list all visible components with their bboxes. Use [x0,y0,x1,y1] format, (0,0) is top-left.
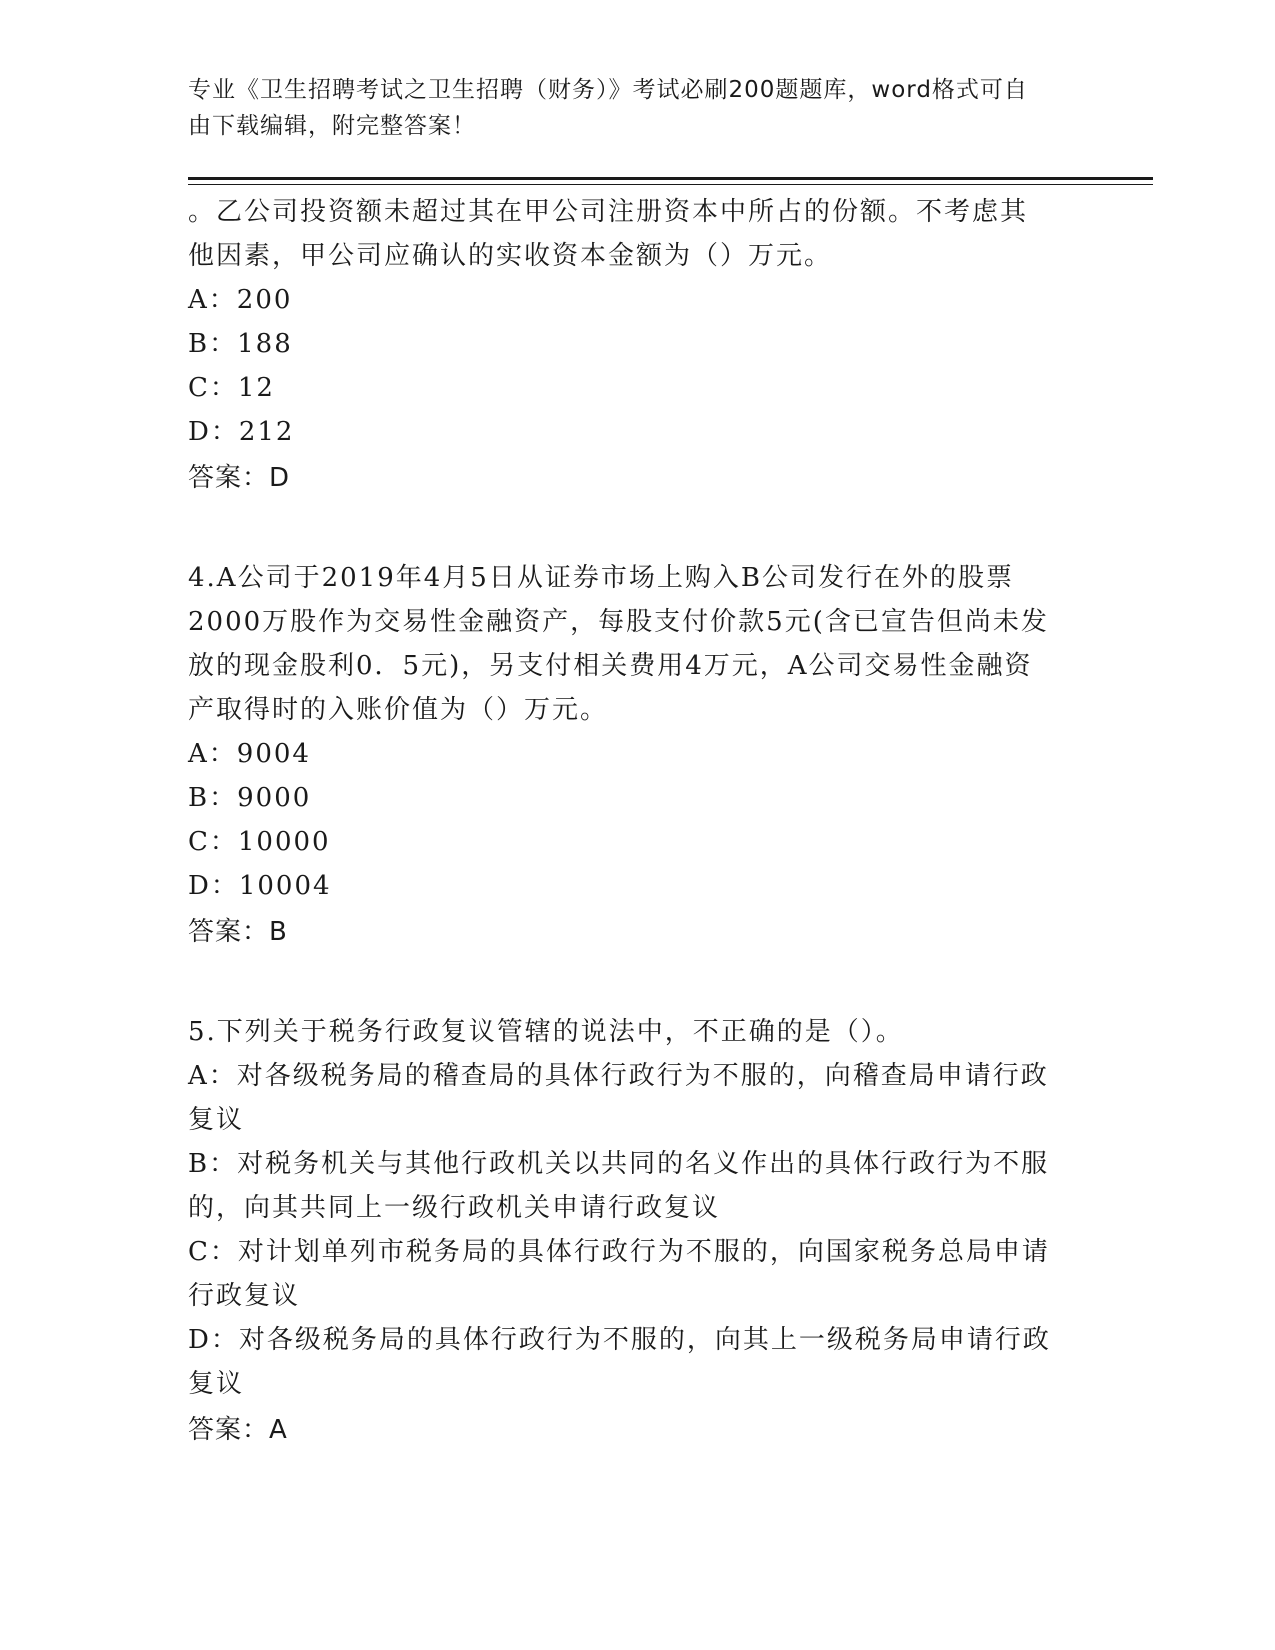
option-b: B：188 [188,329,293,359]
option-a-line-2: 复议 [188,1105,245,1135]
question-4 [188,556,1088,956]
header-rule-thin [188,184,1153,185]
option-a: A：200 [188,285,293,315]
answer-line: 答案：B [188,917,288,947]
option-c-line-1: C：对计划单列市税务局的具体行政行为不服的，向国家税务总局申请 [188,1237,1050,1267]
option-c-line-2: 行政复议 [188,1281,301,1311]
question-stem-line: 4.A公司于2019年4月5日从证券市场上购入B公司发行在外的股票 [188,563,1014,593]
answer-line: 答案：A [188,1415,288,1445]
question-stem-line: 2000万股作为交易性金融资产，每股支付价款5元(含已宣告但尚未发 [188,607,1049,637]
option-d: D：212 [188,417,295,447]
option-b-line-2: 的，向其共同上一级行政机关申请行政复议 [188,1193,721,1223]
answer-line: 答案：D [188,463,291,493]
spacer [188,956,1088,1010]
question-3 [188,190,1088,502]
header-rule-thick [188,177,1153,180]
question-stem-line: 产取得时的入账价值为（）万元。 [188,695,609,725]
option-a-line-1: A：对各级税务局的稽查局的具体行政行为不服的，向稽查局申请行政 [188,1061,1049,1091]
question-5 [188,1010,1088,1454]
question-stem-line: 5.下列关于税务行政复议管辖的说法中，不正确的是（）。 [188,1017,904,1047]
option-c: C：10000 [188,827,331,857]
option-d-line-2: 复议 [188,1369,245,1399]
option-b-line-1: B：对税务机关与其他行政机关以共同的名义作出的具体行政行为不服 [188,1149,1050,1179]
question-stem-line: 放的现金股利0．5元)，另支付相关费用4万元，A公司交易性金融资 [188,651,1033,681]
question-stem-line: 。乙公司投资额未超过其在甲公司注册资本中所占的份额。不考虑其 [188,197,1029,227]
option-a: A：9004 [188,739,311,769]
document-header [188,72,1088,144]
question-content [188,190,1088,1454]
header-line-2: 由下载编辑，附完整答案！ [188,113,476,139]
header-line-1: 专业《卫生招聘考试之卫生招聘（财务）》考试必刷200题题库，word格式可自 [188,77,1028,103]
spacer [188,502,1088,556]
question-stem-line: 他因素，甲公司应确认的实收资本金额为（）万元。 [188,241,833,271]
option-d-line-1: D：对各级税务局的具体行政行为不服的，向其上一级税务局申请行政 [188,1325,1051,1355]
option-c: C：12 [188,373,275,403]
option-b: B：9000 [188,783,312,813]
option-d: D：10004 [188,871,332,901]
